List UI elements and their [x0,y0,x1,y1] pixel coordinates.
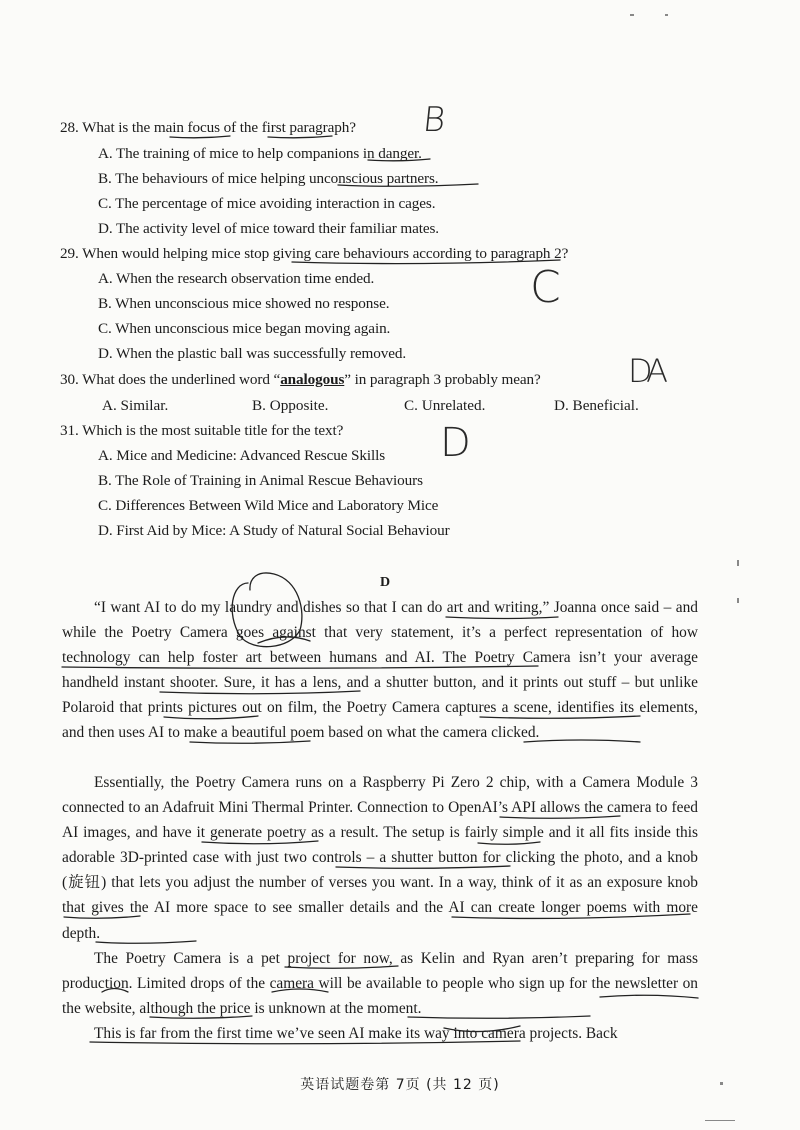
section-label: D [380,575,391,590]
question-30-option-a: A. Similar. [102,397,169,414]
question-29-option-d: D. When the plastic ball was successfully removed. [98,345,407,362]
handwritten-answer-29: C [530,262,561,313]
passage-paragraph-3: The Poetry Camera is a pet project for now, as Kelin and Ryan aren’t preparing for mass production. Limited drops of the camera will be available to people who sign up for the newsletter on the website, although the price is unknown at the moment. [62,950,698,1018]
underlined-word: analogous [280,371,345,388]
scan-speck [737,560,739,566]
question-29-option-c: C. When unconscious mice began moving again. [98,320,391,337]
question-31-option-b: B. The Role of Training in Animal Rescue Behaviours [98,472,423,489]
handwritten-answer-30: DA [628,352,662,390]
question-30-stem-prefix: 30. What does the underlined word “ [60,371,281,388]
passage-paragraph-4: This is far from the first time we’ve seen AI make its way into camera projects. Back [94,1025,618,1042]
question-31-option-a: A. Mice and Medicine: Advanced Rescue Skills [98,447,386,464]
scan-speck [665,14,668,16]
question-28-option-b: B. The behaviours of mice helping unconscious partners. [98,170,439,187]
question-28-option-d: D. The activity level of mice toward their familiar mates. [98,220,439,237]
question-31-stem: 31. Which is the most suitable title for the text? [60,422,344,439]
handwritten-answer-31: D [440,420,471,466]
handwritten-answer-28: B [420,100,448,140]
question-29-stem: 29. When would helping mice stop giving care behaviours according to paragraph 2? [60,245,569,262]
question-30-option-d: D. Beneficial. [554,397,639,414]
question-29-option-b: B. When unconscious mice showed no response. [98,295,390,312]
scan-speck [737,598,739,603]
passage-paragraph-1: “I want AI to do my laundry and dishes so that I can do art and writing,” Joanna once said – and while the Poetry Camera goes against that very statement, it’s a perfect representation of how technology can help foster art between humans and AI. The Poetry Camera isn’t your average handheld instant shooter. Sure, it has a lens, and a shutter button, and it prints out stuff – but unlike Polaroid that prints pictures out on film, the Poetry Camera captures a scene, identifies its elements, and then uses AI to make a beautiful poem based on what the camera clicked. [62,599,698,742]
question-31-option-c: C. Differences Between Wild Mice and Laboratory Mice [98,497,439,514]
question-30-option-b: B. Opposite. [252,397,329,414]
question-30-stem [60,371,541,389]
scan-speck [705,1120,735,1121]
question-31-option-d: D. First Aid by Mice: A Study of Natural Social Behaviour [98,522,450,539]
scan-speck [720,1082,723,1085]
question-30-stem-suffix: ” in paragraph 3 probably mean? [344,371,541,388]
passage-paragraph-2: Essentially, the Poetry Camera runs on a Raspberry Pi Zero 2 chip, with a Camera Module 3 connected to an Adafruit Mini Thermal Printer. Connection to OpenAI’s API allows the camera to feed AI images, and have it generate poetry as a result. The setup is fairly simple and it all fits inside this adorable 3D-printed case with just two controls – a shutter button for clicking the photo, and a knob (旋钮) that lets you adjust the number of verses you want. In a way, think of it as an exposure knob that gives the AI more space to see smaller details and the AI can create longer poems with more depth. [62,774,698,942]
question-30-option-c: C. Unrelated. [404,397,486,414]
question-28-stem: 28. What is the main focus of the first paragraph? [60,119,356,136]
question-29-option-a: A. When the research observation time ended. [98,270,375,287]
question-28-option-c: C. The percentage of mice avoiding interaction in cages. [98,195,436,212]
question-28-option-a: A. The training of mice to help companions in danger. [98,145,422,162]
page-footer: 英语试题卷第 7页 (共 12 页) [300,1077,500,1093]
scan-speck [630,14,634,16]
